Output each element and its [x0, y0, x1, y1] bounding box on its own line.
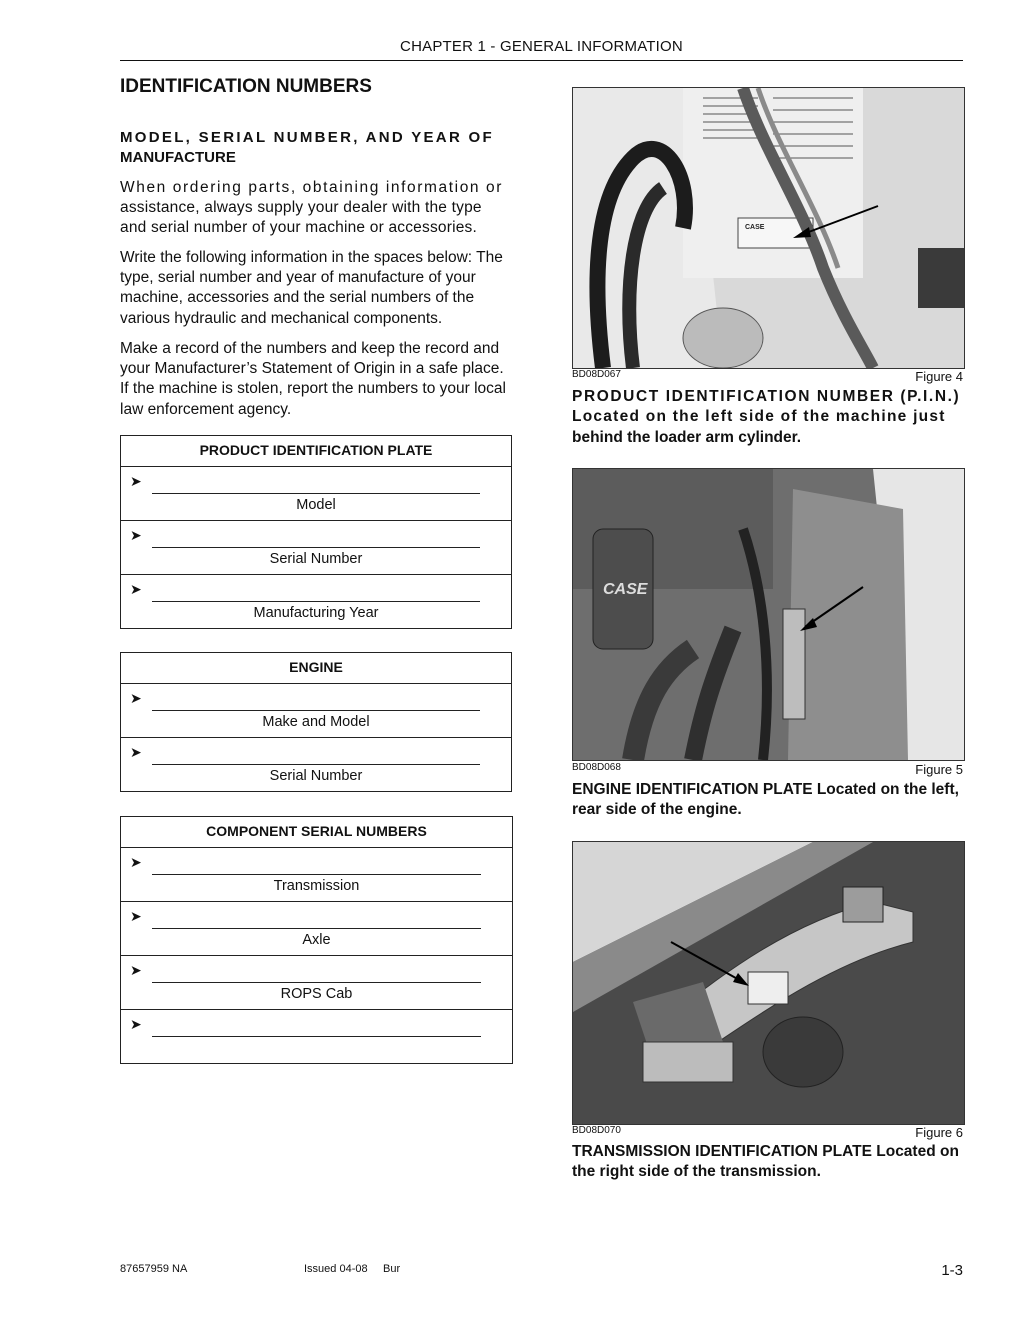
page-number: 1-3 — [941, 1262, 963, 1279]
table-row — [121, 521, 511, 575]
arrow-icon: ➤ — [130, 527, 142, 543]
write-in-line[interactable] — [152, 1036, 481, 1037]
figure-4-caption-line-1: PRODUCT IDENTIFICATION NUMBER (P.I.N.) — [572, 388, 961, 405]
row-label: Transmission — [273, 878, 360, 894]
figure-4-number: Figure 4 — [915, 369, 963, 384]
table-heading: COMPONENT SERIAL NUMBERS — [121, 817, 512, 848]
arrow-icon: ➤ — [130, 690, 142, 706]
table-heading: PRODUCT IDENTIFICATION PLATE — [121, 436, 511, 467]
write-in-line[interactable] — [152, 493, 480, 494]
table-row — [121, 575, 511, 628]
arrow-icon: ➤ — [130, 854, 142, 870]
product-identification-table — [120, 435, 512, 629]
figure-5-caption: ENGINE IDENTIFICATION PLATE Located on the left, rear side of the engine. — [572, 781, 959, 819]
figure-6-number: Figure 6 — [915, 1125, 963, 1140]
table-row — [121, 956, 512, 1010]
write-in-line[interactable] — [152, 710, 480, 711]
row-label: Model — [296, 497, 336, 513]
table-row — [121, 467, 511, 521]
footer-part-number: 87657959 NA — [120, 1263, 188, 1275]
paragraph-record: Make a record of the numbers and keep the record and your Manufacturer’s Statement of Origin in a safe place. If the machine is stolen, report the numbers to your local law enforcement agency. — [120, 340, 506, 418]
arrow-icon: ➤ — [130, 744, 142, 760]
figure-5-id: BD08D068 — [572, 762, 621, 773]
write-in-line[interactable] — [152, 874, 481, 875]
header-divider — [120, 60, 963, 61]
arrow-icon: ➤ — [130, 908, 142, 924]
paragraph-ordering-rest: assistance, always supply your dealer with the type and serial number of your machine or accessories. — [120, 199, 482, 237]
row-label: Serial Number — [269, 768, 363, 784]
footer-issued: Issued 04-08 — [304, 1263, 368, 1275]
photo-filter-label: CASE — [603, 581, 648, 598]
arrow-icon: ➤ — [130, 962, 142, 978]
photo-plate-label: CASE — [745, 224, 765, 231]
figure-4-caption-line-2: Located on the left side of the machine just — [572, 408, 946, 426]
subheading-line-1: MODEL, SERIAL NUMBER, AND YEAR OF — [120, 129, 494, 146]
figure-4-caption — [572, 387, 964, 448]
paragraph-ordering-line-1: When ordering parts, obtaining information or — [120, 179, 504, 196]
row-label: Make and Model — [262, 714, 370, 730]
figure-5-number: Figure 5 — [915, 762, 963, 777]
arrow-icon: ➤ — [130, 473, 142, 489]
footer-author: Bur — [383, 1263, 401, 1275]
page-title: IDENTIFICATION NUMBERS — [120, 76, 372, 97]
figure-4-caption-line-3: behind the loader arm cylinder. — [572, 428, 802, 446]
figure-6-photo — [572, 841, 965, 1125]
figure-4-photo — [572, 87, 965, 369]
write-in-line[interactable] — [152, 928, 481, 929]
arrow-icon: ➤ — [130, 581, 142, 597]
figure-6-id: BD08D070 — [572, 1125, 621, 1136]
figure-5-photo — [572, 468, 965, 761]
paragraph-write-info: Write the following information in the spaces below: The type, serial number and year of manufacture of your machine, accessories and the serial numbers of the various hydraulic and mechanical components. — [120, 249, 503, 327]
write-in-line[interactable] — [152, 601, 480, 602]
figure-6-caption: TRANSMISSION IDENTIFICATION PLATE Located on the right side of the transmission. — [572, 1143, 959, 1181]
row-label: Axle — [302, 932, 331, 948]
row-label: Manufacturing Year — [253, 605, 379, 621]
write-in-line[interactable] — [152, 982, 481, 983]
chapter-header: CHAPTER 1 - GENERAL INFORMATION — [400, 38, 683, 55]
table-row — [121, 1010, 512, 1063]
table-row — [121, 848, 512, 902]
figure-4-id: BD08D067 — [572, 369, 621, 380]
row-label: ROPS Cab — [280, 986, 353, 1002]
arrow-icon: ➤ — [130, 1016, 142, 1032]
component-serial-table — [120, 816, 513, 1064]
write-in-line[interactable] — [152, 547, 480, 548]
subheading-line-2: MANUFACTURE — [120, 149, 236, 166]
section-subheading — [120, 128, 512, 168]
write-in-line[interactable] — [152, 764, 480, 765]
row-label: Serial Number — [269, 551, 363, 567]
engine-table — [120, 652, 512, 792]
table-row — [121, 902, 512, 956]
table-row — [121, 684, 511, 738]
paragraph-ordering — [120, 178, 512, 239]
table-row — [121, 738, 511, 791]
table-heading: ENGINE — [121, 653, 511, 684]
